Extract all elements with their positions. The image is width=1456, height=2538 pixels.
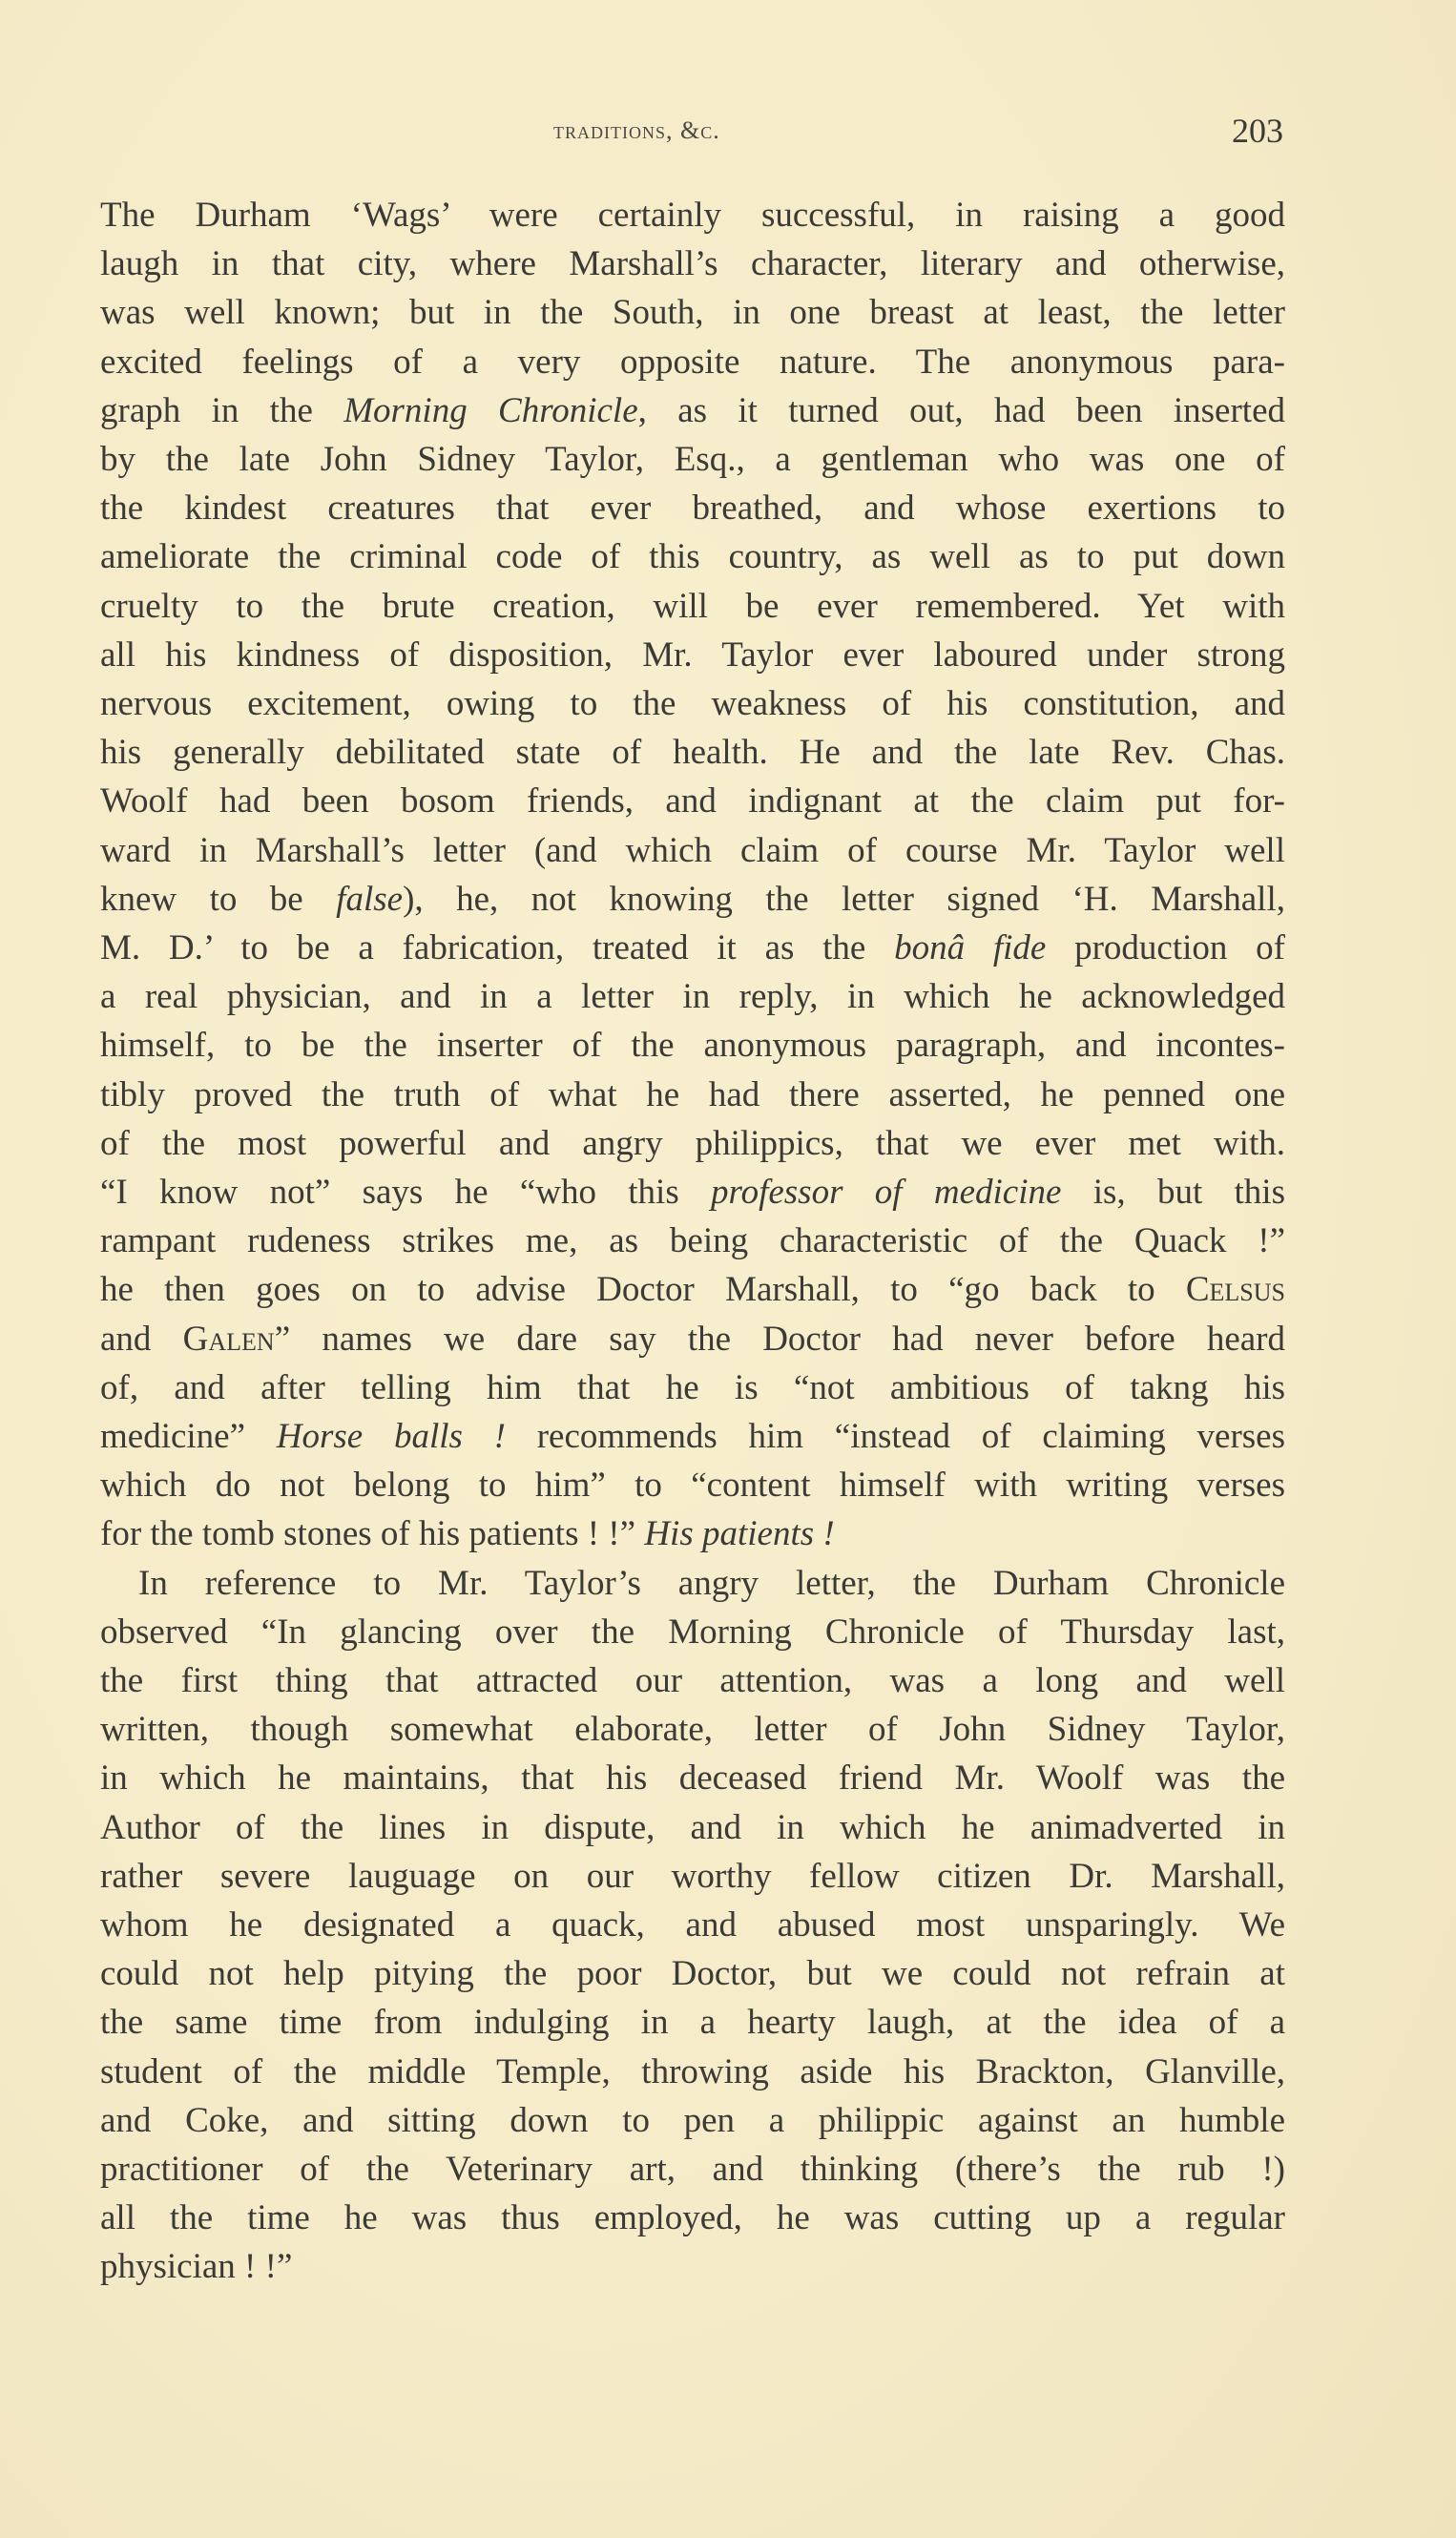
text-line: all the time he was thus employed, he was cutting up a regular <box>100 2198 1285 2237</box>
text-line: medicine” Horse balls ! recommends him “instead of claiming verses <box>100 1417 1285 1456</box>
text-line: M. D.’ to be a fabrication, treated it as the bonâ fide production of <box>100 928 1285 967</box>
text-line: excited feelings of a very opposite nature. The anonymous para- <box>100 343 1285 382</box>
text-line: ward in Marshall’s letter (and which claim of course Mr. Taylor well <box>100 831 1285 870</box>
text-line: and Galen” names we dare say the Doctor had never before heard <box>100 1320 1285 1359</box>
small-caps-name: Galen <box>182 1320 275 1359</box>
text-line: The Durham ‘Wags’ were certainly successful, in raising a good <box>100 196 1285 235</box>
text-line: Woolf had been bosom friends, and indignant at the claim put for- <box>100 781 1285 821</box>
running-head-title: traditions, &c. <box>553 116 720 144</box>
text-line: in which he maintains, that his deceased friend Mr. Woolf was the <box>100 1758 1285 1798</box>
text-line: the first thing that attracted our attention, was a long and well <box>100 1661 1285 1700</box>
italic-text: false <box>336 880 404 919</box>
text-line: nervous excitement, owing to the weakness of his constitution, and <box>100 684 1285 723</box>
text-line: cruelty to the brute creation, will be ever remembered. Yet with <box>100 587 1285 626</box>
text-line: for the tomb stones of his patients ! !” His patients ! <box>100 1514 835 1553</box>
text-line: ameliorate the criminal code of this country, as well as to put down <box>100 537 1285 576</box>
text-line: by the late John Sidney Taylor, Esq., a gentleman who was one of <box>100 440 1285 479</box>
text-line: graph in the Morning Chronicle, as it turned out, had been inserted <box>100 391 1285 430</box>
italic-text: Morning Chronicle <box>343 391 638 430</box>
text-line: himself, to be the inserter of the anonymous paragraph, and incontes- <box>100 1026 1285 1065</box>
text-line: the same time from indulging in a hearty laugh, at the idea of a <box>100 2003 1285 2042</box>
text-line: tibly proved the truth of what he had there asserted, he penned one <box>100 1075 1285 1114</box>
page-number: 203 <box>1232 112 1283 150</box>
text-line: physician ! !” <box>100 2247 293 2286</box>
text-line: laugh in that city, where Marshall’s character, literary and otherwise, <box>100 244 1285 283</box>
text-line: and Coke, and sitting down to pen a philippic against an humble <box>100 2101 1285 2140</box>
text-line: In reference to Mr. Taylor’s angry letter, the Durham Chronicle <box>138 1564 1285 1603</box>
small-caps-name: Celsus <box>1185 1270 1285 1309</box>
italic-text: professor of medicine <box>711 1173 1062 1212</box>
text-line: of, and after telling him that he is “not ambitious of takng his <box>100 1368 1285 1407</box>
text-line: his generally debilitated state of health. He and the late Rev. Chas. <box>100 733 1285 772</box>
running-head <box>0 113 1456 155</box>
italic-text: bonâ fide <box>894 928 1047 967</box>
text-line: practitioner of the Veterinary art, and thinking (there’s the rub !) <box>100 2150 1285 2189</box>
text-line: all his kindness of disposition, Mr. Taylor ever laboured under strong <box>100 635 1285 675</box>
text-line: rather severe lauguage on our worthy fellow citizen Dr. Marshall, <box>100 1857 1285 1896</box>
text-line: student of the middle Temple, throwing aside his Brackton, Glanville, <box>100 2052 1285 2091</box>
text-line: observed “In glancing over the Morning Chronicle of Thursday last, <box>100 1612 1285 1652</box>
text-line: which do not belong to him” to “content himself with writing verses <box>100 1466 1285 1505</box>
italic-text: Horse balls ! <box>276 1417 506 1456</box>
text-line: the kindest creatures that ever breathed, and whose exertions to <box>100 489 1285 528</box>
text-line: a real physician, and in a letter in reply, in which he acknowledged <box>100 977 1285 1016</box>
text-line: whom he designated a quack, and abused most unsparingly. We <box>100 1905 1285 1945</box>
text-line: of the most powerful and angry philippics, that we ever met with. <box>100 1124 1285 1163</box>
text-line: could not help pitying the poor Doctor, but we could not refrain at <box>100 1954 1285 1993</box>
text-line: knew to be false), he, not knowing the letter signed ‘H. Marshall, <box>100 880 1285 919</box>
text-line: written, though somewhat elaborate, letter of John Sidney Taylor, <box>100 1710 1285 1749</box>
text-line: was well known; but in the South, in one breast at least, the letter <box>100 293 1285 332</box>
text-line: he then goes on to advise Doctor Marshall, to “go back to Celsus <box>100 1270 1285 1309</box>
italic-text: His patients ! <box>644 1514 835 1553</box>
text-line: rampant rudeness strikes me, as being characteristic of the Quack !” <box>100 1221 1285 1260</box>
text-line: “I know not” says he “who this professor of medicine is, but this <box>100 1173 1285 1212</box>
text-line: Author of the lines in dispute, and in which he animadverted in <box>100 1808 1285 1847</box>
